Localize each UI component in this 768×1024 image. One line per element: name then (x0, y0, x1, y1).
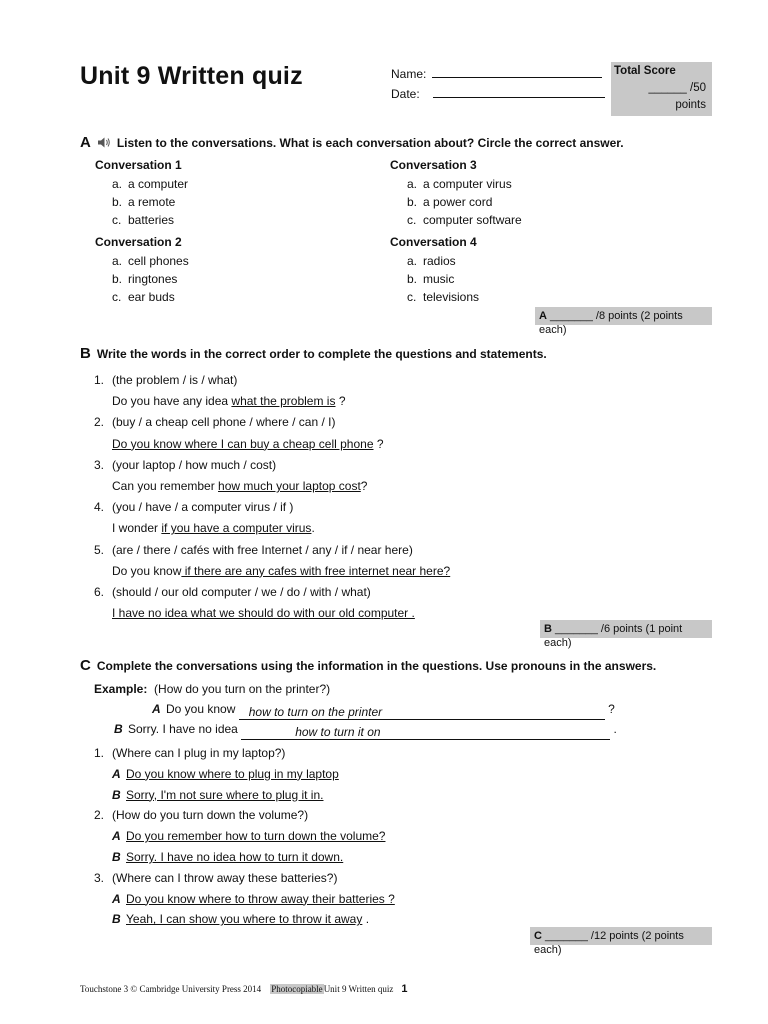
section-a-letter: A (80, 134, 91, 151)
page-title: Unit 9 Written quiz (80, 62, 303, 90)
section-c-items (94, 743, 714, 930)
section-b-instruction: Write the words in the correct order to complete the questions and statements. (96, 347, 547, 361)
footer (80, 983, 408, 995)
conversation-1 (95, 158, 188, 227)
option-c[interactable]: c. batteries (112, 213, 175, 227)
section-c-score: C _______ /12 points (2 points each) (530, 927, 712, 945)
conversation-2 (95, 235, 189, 304)
footer-photocopiable: Photocopiable (271, 984, 323, 994)
list-item: 4. (you / have / a computer virus / if ) (94, 500, 294, 515)
answer-line[interactable]: Do you know if there are any cafes with free internet near here? (112, 563, 451, 578)
section-b-heading (80, 345, 547, 362)
conversation-4 (390, 235, 479, 304)
list-item: 2. (buy / a cheap cell phone / where / can / I) (94, 415, 336, 430)
option-c[interactable]: c. computer software (407, 213, 522, 227)
conversation-title: Conversation 3 (390, 158, 477, 172)
date-label: Date: (391, 87, 420, 101)
list-item: 6. (should / our old computer / we / do / with / what) (94, 585, 371, 600)
option-c[interactable]: c. televisions (407, 290, 480, 304)
option-b[interactable]: b. a power cord (407, 195, 493, 209)
answer-b[interactable]: B Sorry. I have no idea how to turn it down. (112, 849, 344, 864)
answer-line[interactable]: I wonder if you have a computer virus. (112, 521, 315, 536)
name-row (391, 65, 602, 81)
list-item: 1. (Where can I plug in my laptop?) (94, 746, 286, 760)
name-field[interactable] (432, 65, 602, 78)
footer-copyright: Touchstone 3 © Cambridge University Press 2014 (80, 984, 262, 994)
option-b[interactable]: b. music (407, 272, 455, 286)
option-a[interactable]: a. radios (407, 254, 456, 268)
answer-line[interactable]: Do you know where I can buy a cheap cell phone ? (112, 436, 384, 451)
answer-line[interactable]: I have no idea what we should do with our old computer . (112, 606, 415, 621)
section-c-heading (80, 657, 656, 674)
answer-line[interactable]: Do you have any idea what the problem is ? (112, 394, 346, 409)
option-b[interactable]: b. ringtones (112, 272, 178, 286)
section-a-heading (80, 134, 624, 151)
section-c-instruction: Complete the conversations using the information in the questions. Use pronouns in the answers. (96, 659, 657, 673)
answer-b[interactable]: B Yeah, I can show you where to throw it away . (112, 912, 370, 927)
answer-a[interactable]: A Do you know where to plug in my laptop (112, 766, 339, 781)
answer-b[interactable]: B Sorry, I'm not sure where to plug it in. (112, 787, 324, 802)
answer-line[interactable]: Can you remember how much your laptop cost? (112, 479, 368, 494)
total-score-unit: points (675, 99, 706, 111)
name-label: Name: (391, 67, 427, 81)
option-b[interactable]: b. a remote (112, 195, 176, 209)
option-a[interactable]: a. cell phones (112, 254, 189, 268)
example-b: B Sorry. I have no idea how to turn it on . (114, 722, 617, 739)
option-a[interactable]: a. a computer (112, 177, 189, 191)
conversation-3 (390, 158, 522, 227)
date-row (391, 85, 605, 101)
list-item: 3. (your laptop / how much / cost) (94, 457, 277, 472)
answer-a[interactable]: A Do you remember how to turn down the volume? (112, 829, 386, 844)
total-score-box (611, 62, 712, 116)
section-b-score: B _______ /6 points (1 point each) (540, 620, 712, 638)
list-item: 2. (How do you turn down the volume?) (94, 808, 309, 823)
total-score-value: ______ /50 (648, 82, 706, 94)
option-a[interactable]: a. a computer virus (407, 177, 512, 191)
footer-unit: Unit 9 Written quiz (323, 984, 394, 994)
conversation-title: Conversation 4 (390, 235, 477, 249)
option-c[interactable]: c. ear buds (112, 290, 175, 304)
speaker-icon (97, 137, 111, 148)
date-field[interactable] (433, 85, 605, 98)
conversation-title: Conversation 1 (95, 158, 182, 172)
list-item: 1. (the problem / is / what) (94, 373, 238, 387)
example-a: A Do you know how to turn on the printer ? (152, 702, 615, 719)
answer-a[interactable]: A Do you know where to throw away their batteries ? (112, 891, 395, 906)
list-item: 3. (Where can I throw away these batteries?) (94, 870, 338, 885)
section-c-example (94, 682, 714, 742)
section-b-items (94, 370, 694, 624)
section-a-instruction: Listen to the conversations. What is each conversation about? Circle the correct answer. (116, 136, 624, 150)
section-a-score: A _______ /8 points (2 points each) (535, 307, 712, 325)
example-prompt: (How do you turn on the printer?) (154, 682, 331, 696)
total-score-label: Total Score (614, 65, 676, 77)
section-b-letter: B (80, 345, 91, 362)
section-c-letter: C (80, 657, 91, 674)
conversation-title: Conversation 2 (95, 235, 182, 249)
page-number: 1 (401, 983, 408, 995)
list-item: 5. (are / there / cafés with free Internet / any / if / near here) (94, 542, 413, 557)
example-label: Example: (94, 682, 148, 696)
